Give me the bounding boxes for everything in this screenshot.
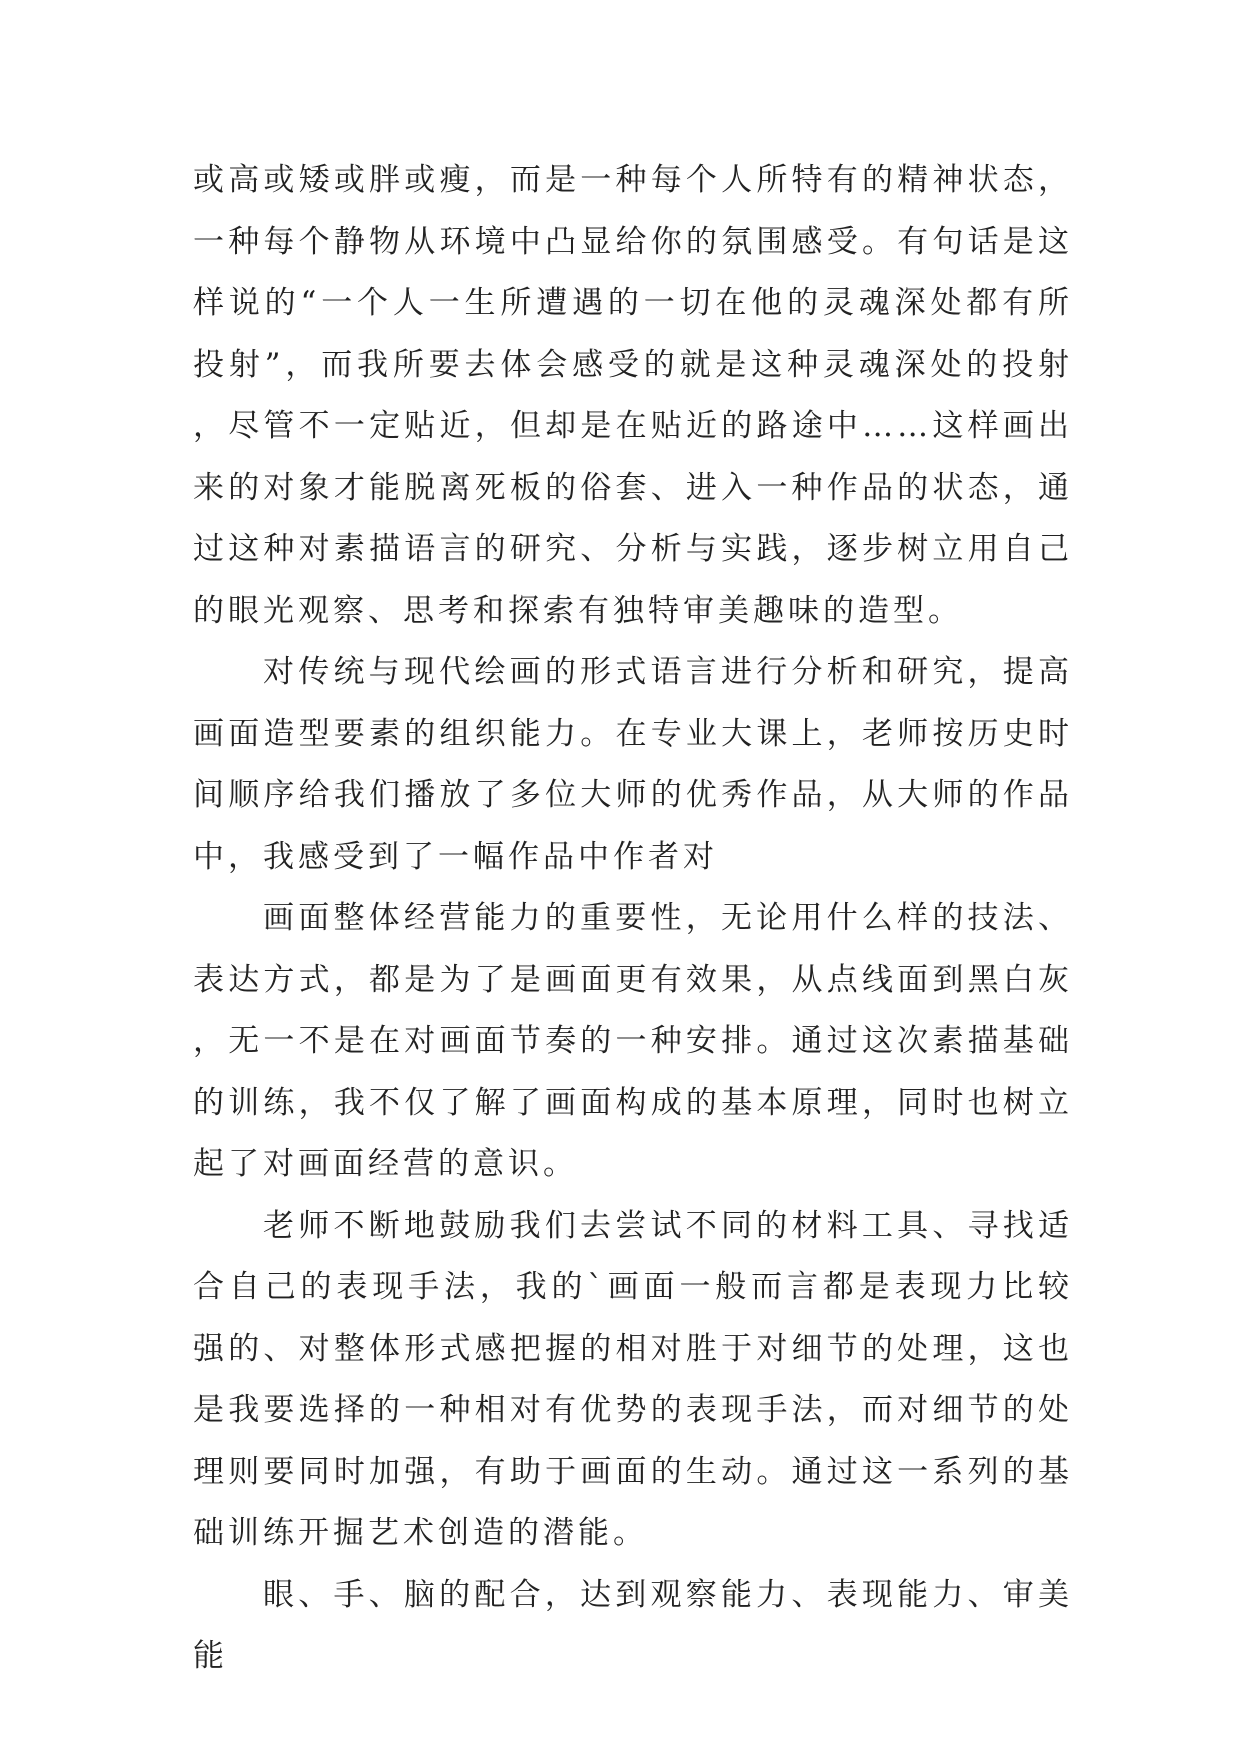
document-body xyxy=(193,150,1073,1688)
paragraph-5: 眼、手、脑的配合，达到观察能力、表现能力、审美能 xyxy=(193,1576,1073,1674)
paragraph-3: 画面整体经营能力的重要性，无论用什么样的技法、表达方式，都是为了是画面更有效果，从点线面到黑白灰，无一不是在对画面节奏的一种安排。通过这次素描基础的训练，我不仅了解了画面构成的基本原理，同时也树立起了对画面经营的意识。 xyxy=(193,900,1073,1182)
paragraph-4: 老师不断地鼓励我们去尝试不同的材料工具、寻找适合自己的表现手法，我的`画面一般而言都是表现力比较强的、对整体形式感把握的相对胜于对细节的处理，这也是我要选择的一种相对有优势的表现手法，而对细节的处理则要同时加强，有助于画面的生动。通过这一系列的基础训练开掘艺术创造的潜能。 xyxy=(193,1207,1073,1551)
paragraph-2: 对传统与现代绘画的形式语言进行分析和研究，提高画面造型要素的组织能力。在专业大课上，老师按历史时间顺序给我们播放了多位大师的优秀作品，从大师的作品中，我感受到了一幅作品中作者对 xyxy=(193,654,1073,875)
paragraph-1: 或高或矮或胖或瘦，而是一种每个人所特有的精神状态，一种每个静物从环境中凸显给你的氛围感受。有句话是这样说的“一个人一生所遭遇的一切在他的灵魂深处都有所投射”，而我所要去体会感受的就是这种灵魂深处的投射，尽管不一定贴近，但却是在贴近的路途中……这样画出来的对象才能脱离死板的俗套、进入一种作品的状态，通过这种对素描语言的研究、分析与实践，逐步树立用自己的眼光观察、思考和探索有独特审美趣味的造型。 xyxy=(193,162,1073,629)
